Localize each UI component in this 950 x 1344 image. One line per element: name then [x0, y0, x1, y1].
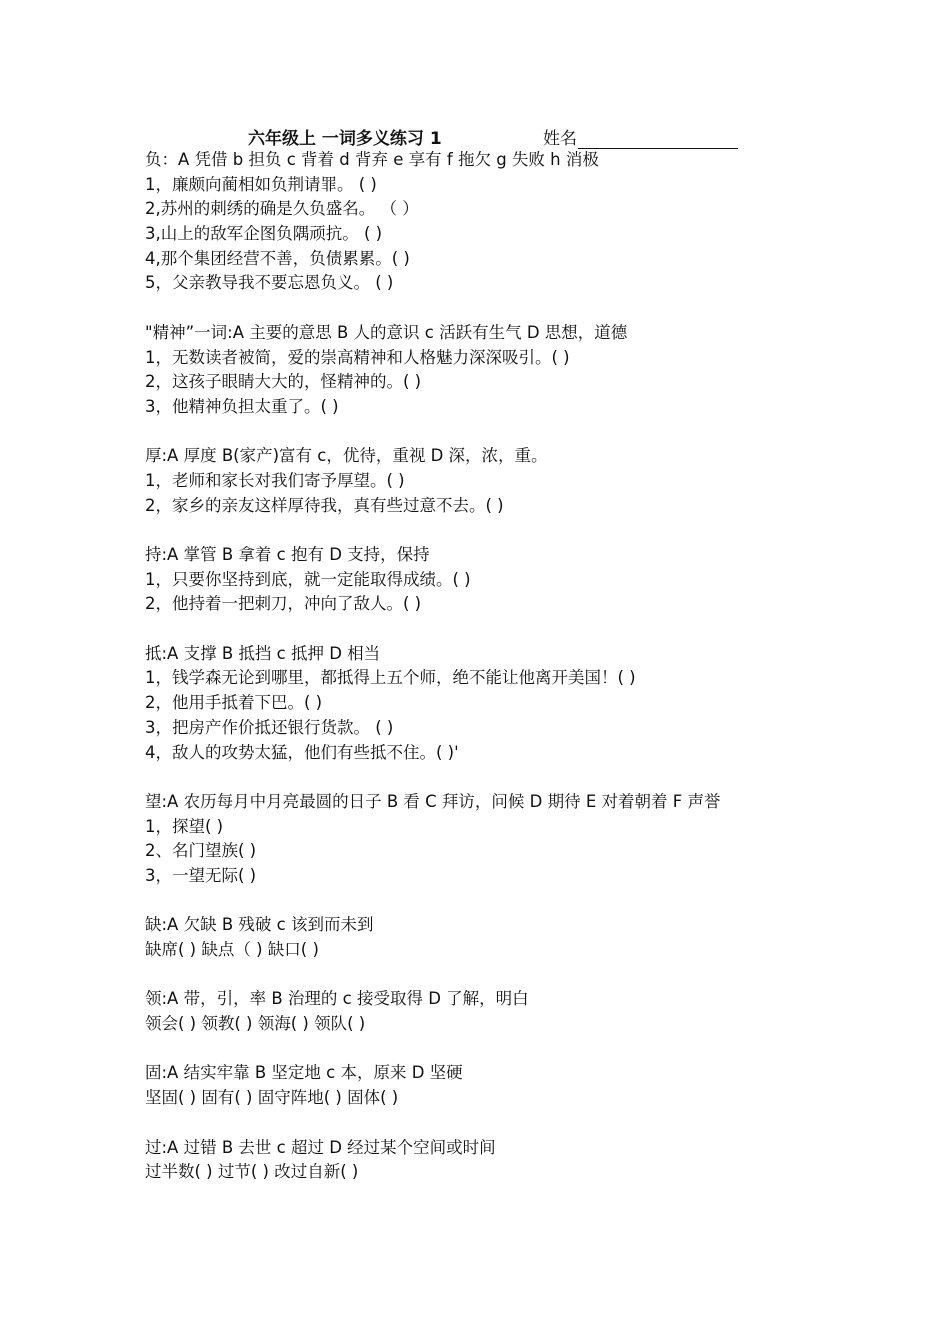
section-definition: 固:A 结实牢靠 B 坚定地 c 本，原来 D 坚硬 — [145, 1063, 463, 1083]
exercise-item: 1，老师和家长对我们寄予厚望。( ) — [145, 470, 405, 490]
exercise-item: 2，家乡的亲友这样厚待我，真有些过意不去。( ) — [145, 495, 504, 515]
exercise-item: 4,那个集团经营不善，负债累累。( ) — [145, 248, 410, 268]
spacer — [145, 617, 935, 642]
spacer — [145, 296, 935, 321]
name-label: 姓名 — [543, 129, 577, 149]
spacer — [145, 1111, 935, 1136]
name-blank-line — [578, 132, 738, 149]
exercise-item: 4，敌人的攻势太猛，他们有些抵不住。( )' — [145, 742, 459, 762]
exercise-item: 缺席( ) 缺点（ ) 缺口( ) — [145, 940, 319, 959]
exercise-item: 2、名门望族( ) — [145, 841, 257, 861]
section-definition: 抵:A 支撑 B 抵挡 c 抵押 D 相当 — [145, 643, 381, 663]
spacer — [145, 518, 935, 543]
exercise-item: 2，这孩子眼睛大大的，怪精神的。( ) — [145, 372, 422, 392]
section-definition: 过:A 过错 B 去世 c 超过 D 经过某个空间或时间 — [145, 1137, 496, 1157]
spacer — [145, 765, 935, 790]
name-field — [543, 124, 738, 149]
spacer — [145, 420, 935, 445]
exercise-item: 3，他精神负担太重了。( ) — [145, 396, 339, 416]
exercise-item: 1，廉颇向蔺相如负荆请罪。 ( ) — [145, 174, 377, 194]
exercise-item: 2，他持着一把刺刀，冲向了敌人。( ) — [145, 594, 422, 614]
section-definition: 负：A 凭借 b 担负 c 背着 d 背弃 e 享有 f 拖欠 g 失败 h 消极 — [145, 150, 599, 169]
exercise-item: 1，钱学森无论到哪里，都抵得上五个师，绝不能让他离开美国！( ) — [145, 668, 636, 688]
exercise-item: 领会( ) 领教( ) 领海( ) 领队( ) — [145, 1014, 366, 1034]
exercise-item: 3，把房产作价抵还银行货款。 ( ) — [145, 717, 394, 737]
section-definition: 缺:A 欠缺 B 残破 c 该到而未到 — [145, 915, 374, 935]
exercise-item: 2,苏州的刺绣的确是久负盛名。 （ ） — [145, 199, 419, 219]
exercise-item: 坚固( ) 固有( ) 固守阵地( ) 固体( ) — [145, 1088, 399, 1108]
exercise-item: 过半数( ) 过节( ) 改过自新( ) — [145, 1162, 359, 1182]
spacer — [145, 889, 935, 914]
exercise-item: 1，探望( ) — [145, 816, 224, 836]
section-definition: 持:A 掌管 B 拿着 c 抱有 D 支持，保持 — [145, 545, 430, 564]
section-definition: 厚:A 厚度 B(家产)富有 c，优待，重视 D 深，浓，重。 — [145, 446, 548, 466]
section-definition: "精神”一词:A 主要的意思 B 人的意识 c 活跃有生气 D 思想，道德 — [145, 322, 628, 342]
exercise-item: 1，只要你坚持到底，就一定能取得成绩。( ) — [145, 569, 471, 589]
spacer — [145, 1037, 935, 1062]
exercise-item: 3，一望无际( ) — [145, 865, 257, 885]
section-definition: 领:A 带，引，率 B 治理的 c 接受取得 D 了解，明白 — [145, 989, 529, 1009]
worksheet-body — [145, 148, 935, 1185]
spacer — [145, 963, 935, 988]
section-definition: 望:A 农历每月中月亮最圆的日子 B 看 C 拜访，问候 D 期待 E 对着朝着 F 声誉 — [145, 791, 721, 811]
worksheet-title: 六年级上 一词多义练习 1 — [248, 129, 442, 149]
exercise-item: 2，他用手抵着下巴。( ) — [145, 693, 323, 713]
exercise-item: 3,山上的敌军企图负隅顽抗。 ( ) — [145, 224, 383, 244]
exercise-item: 5，父亲教导我不要忘恩负义。 ( ) — [145, 273, 394, 293]
exercise-item: 1，无数读者被简，爱的崇高精神和人格魅力深深吸引。( ) — [145, 347, 570, 367]
